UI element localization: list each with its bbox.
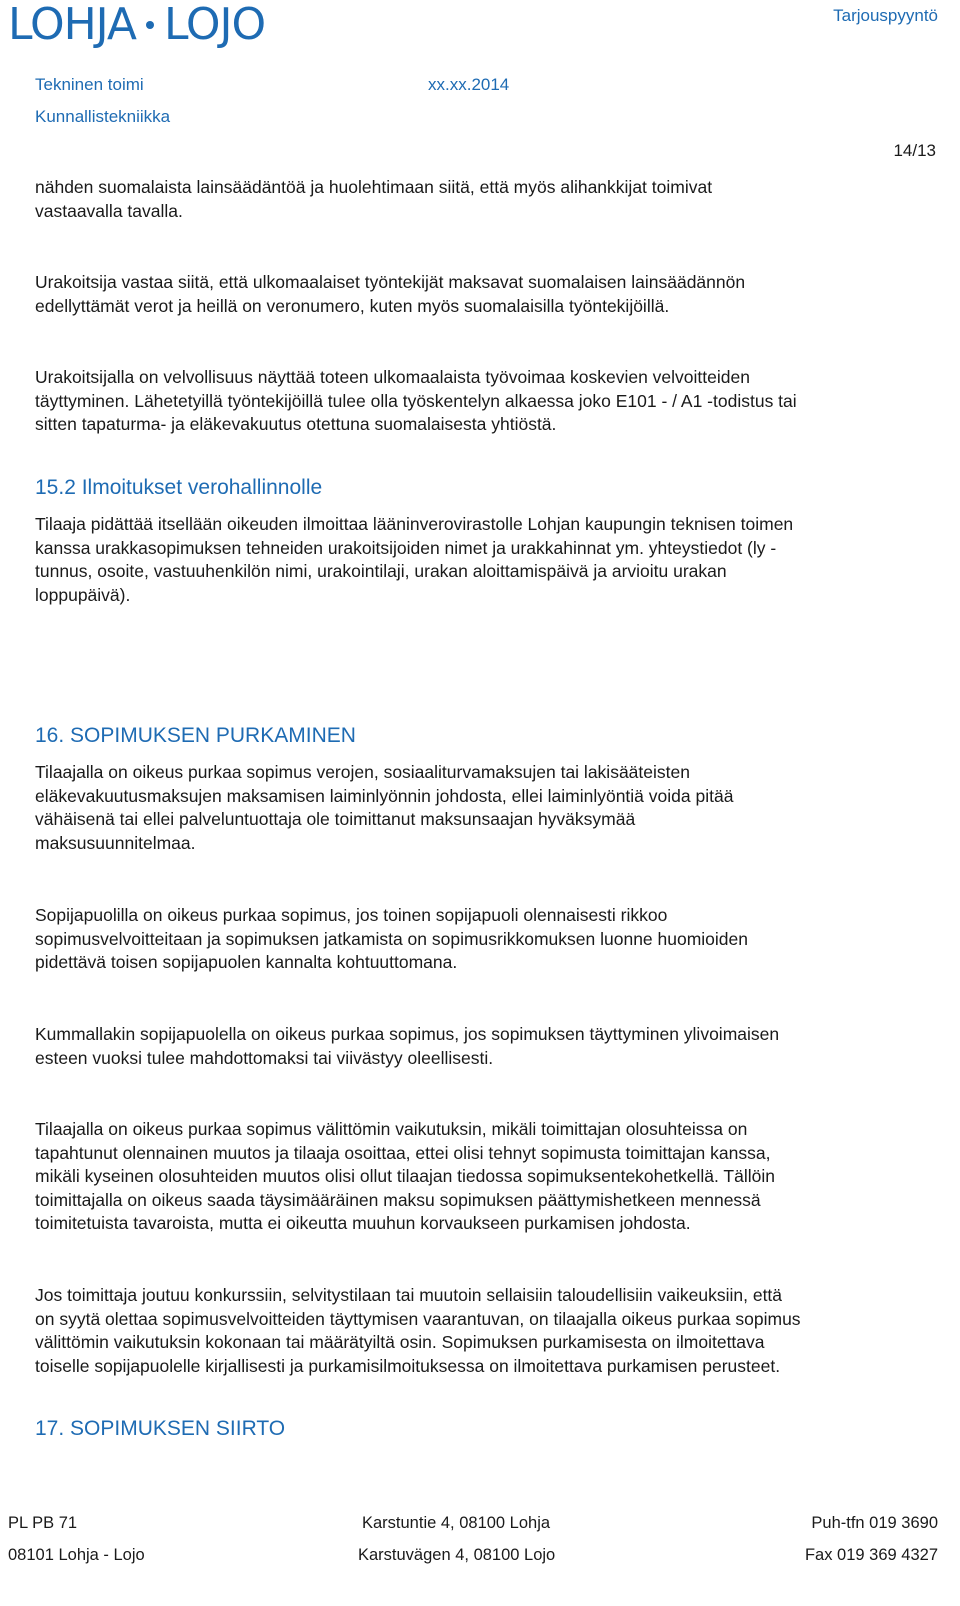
footer-fax: Fax 019 369 4327 [804, 1546, 938, 1564]
lohja-lojo-logo [8, 2, 265, 48]
paragraph-foreign-labour-obligations: Urakoitsijalla on velvollisuus näyttää toteen ulkomaalaista työvoimaa koskevien velvoitteiden täyttyminen. Lähetetyillä työntekijöillä tulee olla työskentelyn alkaessa joko E101 - / A1 -todistus tai sitten tapaturma- ja eläkevakuutus otettuna suomalaisesta yhtiöstä. [35, 367, 797, 434]
footer-address-sv: Karstuvägen 4, 08100 Lojo [358, 1546, 556, 1564]
paragraph-subcontractors: nähden suomalaista lainsäädäntöä ja huolehtimaan siitä, että myös alihankkijat toimivat vastaavalla tavalla. [35, 177, 713, 221]
footer-phone: Puh-tfn 019 3690 [811, 1514, 938, 1532]
paragraph-force-majeure: Kummallakin sopijapuolella on oikeus purkaa sopimus, jos sopimuksen täyttyminen ylivoimaisen esteen vuoksi tulee mahdottomaksi tai viivästyy oleellisesti. [35, 1024, 780, 1068]
paragraph-tax-reporting: Tilaaja pidättää itsellään oikeuden ilmoittaa lääninverovirastolle Lohjan kaupungin teknisen toimen kanssa urakkasopimuksen tehneiden urakoitsijoiden nimet ja urakkahinnat ym. yhteystiedot (ly - tunnus, osoite, vastuuhenkilön nimi, urakointilaji, urakan aloittamispäivä ja arvioitu urakan loppupäivä). [35, 514, 794, 605]
footer-address-fi: Karstuntie 4, 08100 Lohja [362, 1514, 551, 1532]
paragraph-foreign-workers-taxes: Urakoitsija vastaa siitä, että ulkomaalaiset työntekijät maksavat suomalaisen lainsäädännön edellyttämät verot ja heillä on veronumero, kuten myös suomalaisilla työntekijöillä. [35, 272, 746, 316]
footer-po-box: PL PB 71 [8, 1514, 78, 1532]
logo-text-lojo: LOJO [163, 0, 266, 50]
paragraph-termination-immediate: Tilaajalla on oikeus purkaa sopimus välittömin vaikutuksin, mikäli toimittajan olosuhteissa on tapahtunut olennainen muutos ja tilaaja osoittaa, ettei olisi tehnyt sopimusta toimittajan kanssa, mikäli kyseinen olosuhteiden muutos olisi ollut tilaajan tiedossa sopimuksentekohetkellä. Tällöin toimittajalla on oikeus saada täysimääräinen maksu sopimuksen päättymishetkeen mennessä toimitetuista tavaroista, mutta ei oikeutta muuhun korvaukseen purkamisen johdosta. [35, 1119, 775, 1233]
document-type: Tarjouspyyntö [833, 6, 938, 25]
logo-dot-icon [146, 21, 154, 29]
document-date: xx.xx.2014 [428, 75, 510, 94]
logo-text-lohja: LOHJA [8, 0, 136, 50]
page-number: 14/13 [893, 141, 936, 160]
footer-postal: 08101 Lohja - Lojo [8, 1546, 145, 1564]
section-heading-15-2: 15.2 Ilmoitukset verohallinnolle [35, 476, 323, 499]
section-heading-17: 17. SOPIMUKSEN SIIRTO [35, 1417, 286, 1440]
paragraph-bankruptcy: Jos toimittaja joutuu konkurssiin, selvitystilaan tai muutoin sellaisiin taloudellisiin vaikeuksiin, että on syytä olettaa sopimusvelvoitteiden täyttymisen vaarantuvan, on tilaajalla oikeus purkaa sopimus välittömin vaikutuksin kokonaan tai määrätyiltä osin. Sopimuksen purkamisesta on ilmoitettava toiselle sopijapuolelle kirjallisesti ja purkamisilmoituksessa on ilmoitettava purkamisen perusteet. [35, 1285, 801, 1376]
paragraph-termination-taxes: Tilaajalla on oikeus purkaa sopimus verojen, sosiaaliturvamaksujen tai lakisääteisten eläkevakuutusmaksujen maksamisen laiminlyönnin johdosta, ellei laiminlyöntiä voida pitää vähäisenä tai ellei palveluntuottaja ole toimittanut maksunsaajan hyväksymää maksusuunnitelmaa. [35, 762, 734, 853]
paragraph-termination-breach: Sopijapuolilla on oikeus purkaa sopimus, jos toinen sopijapuoli olennaisesti rikkoo sopimusvelvoitteitaan ja sopimuksen jatkamista on sopimusrikkomuksen luonne huomioiden pidettävä toisen sopijapuolen kannalta kohtuuttomana. [35, 905, 749, 972]
section-heading-16: 16. SOPIMUKSEN PURKAMINEN [35, 724, 356, 747]
department: Tekninen toimi [35, 75, 144, 94]
unit: Kunnallistekniikka [35, 107, 171, 126]
